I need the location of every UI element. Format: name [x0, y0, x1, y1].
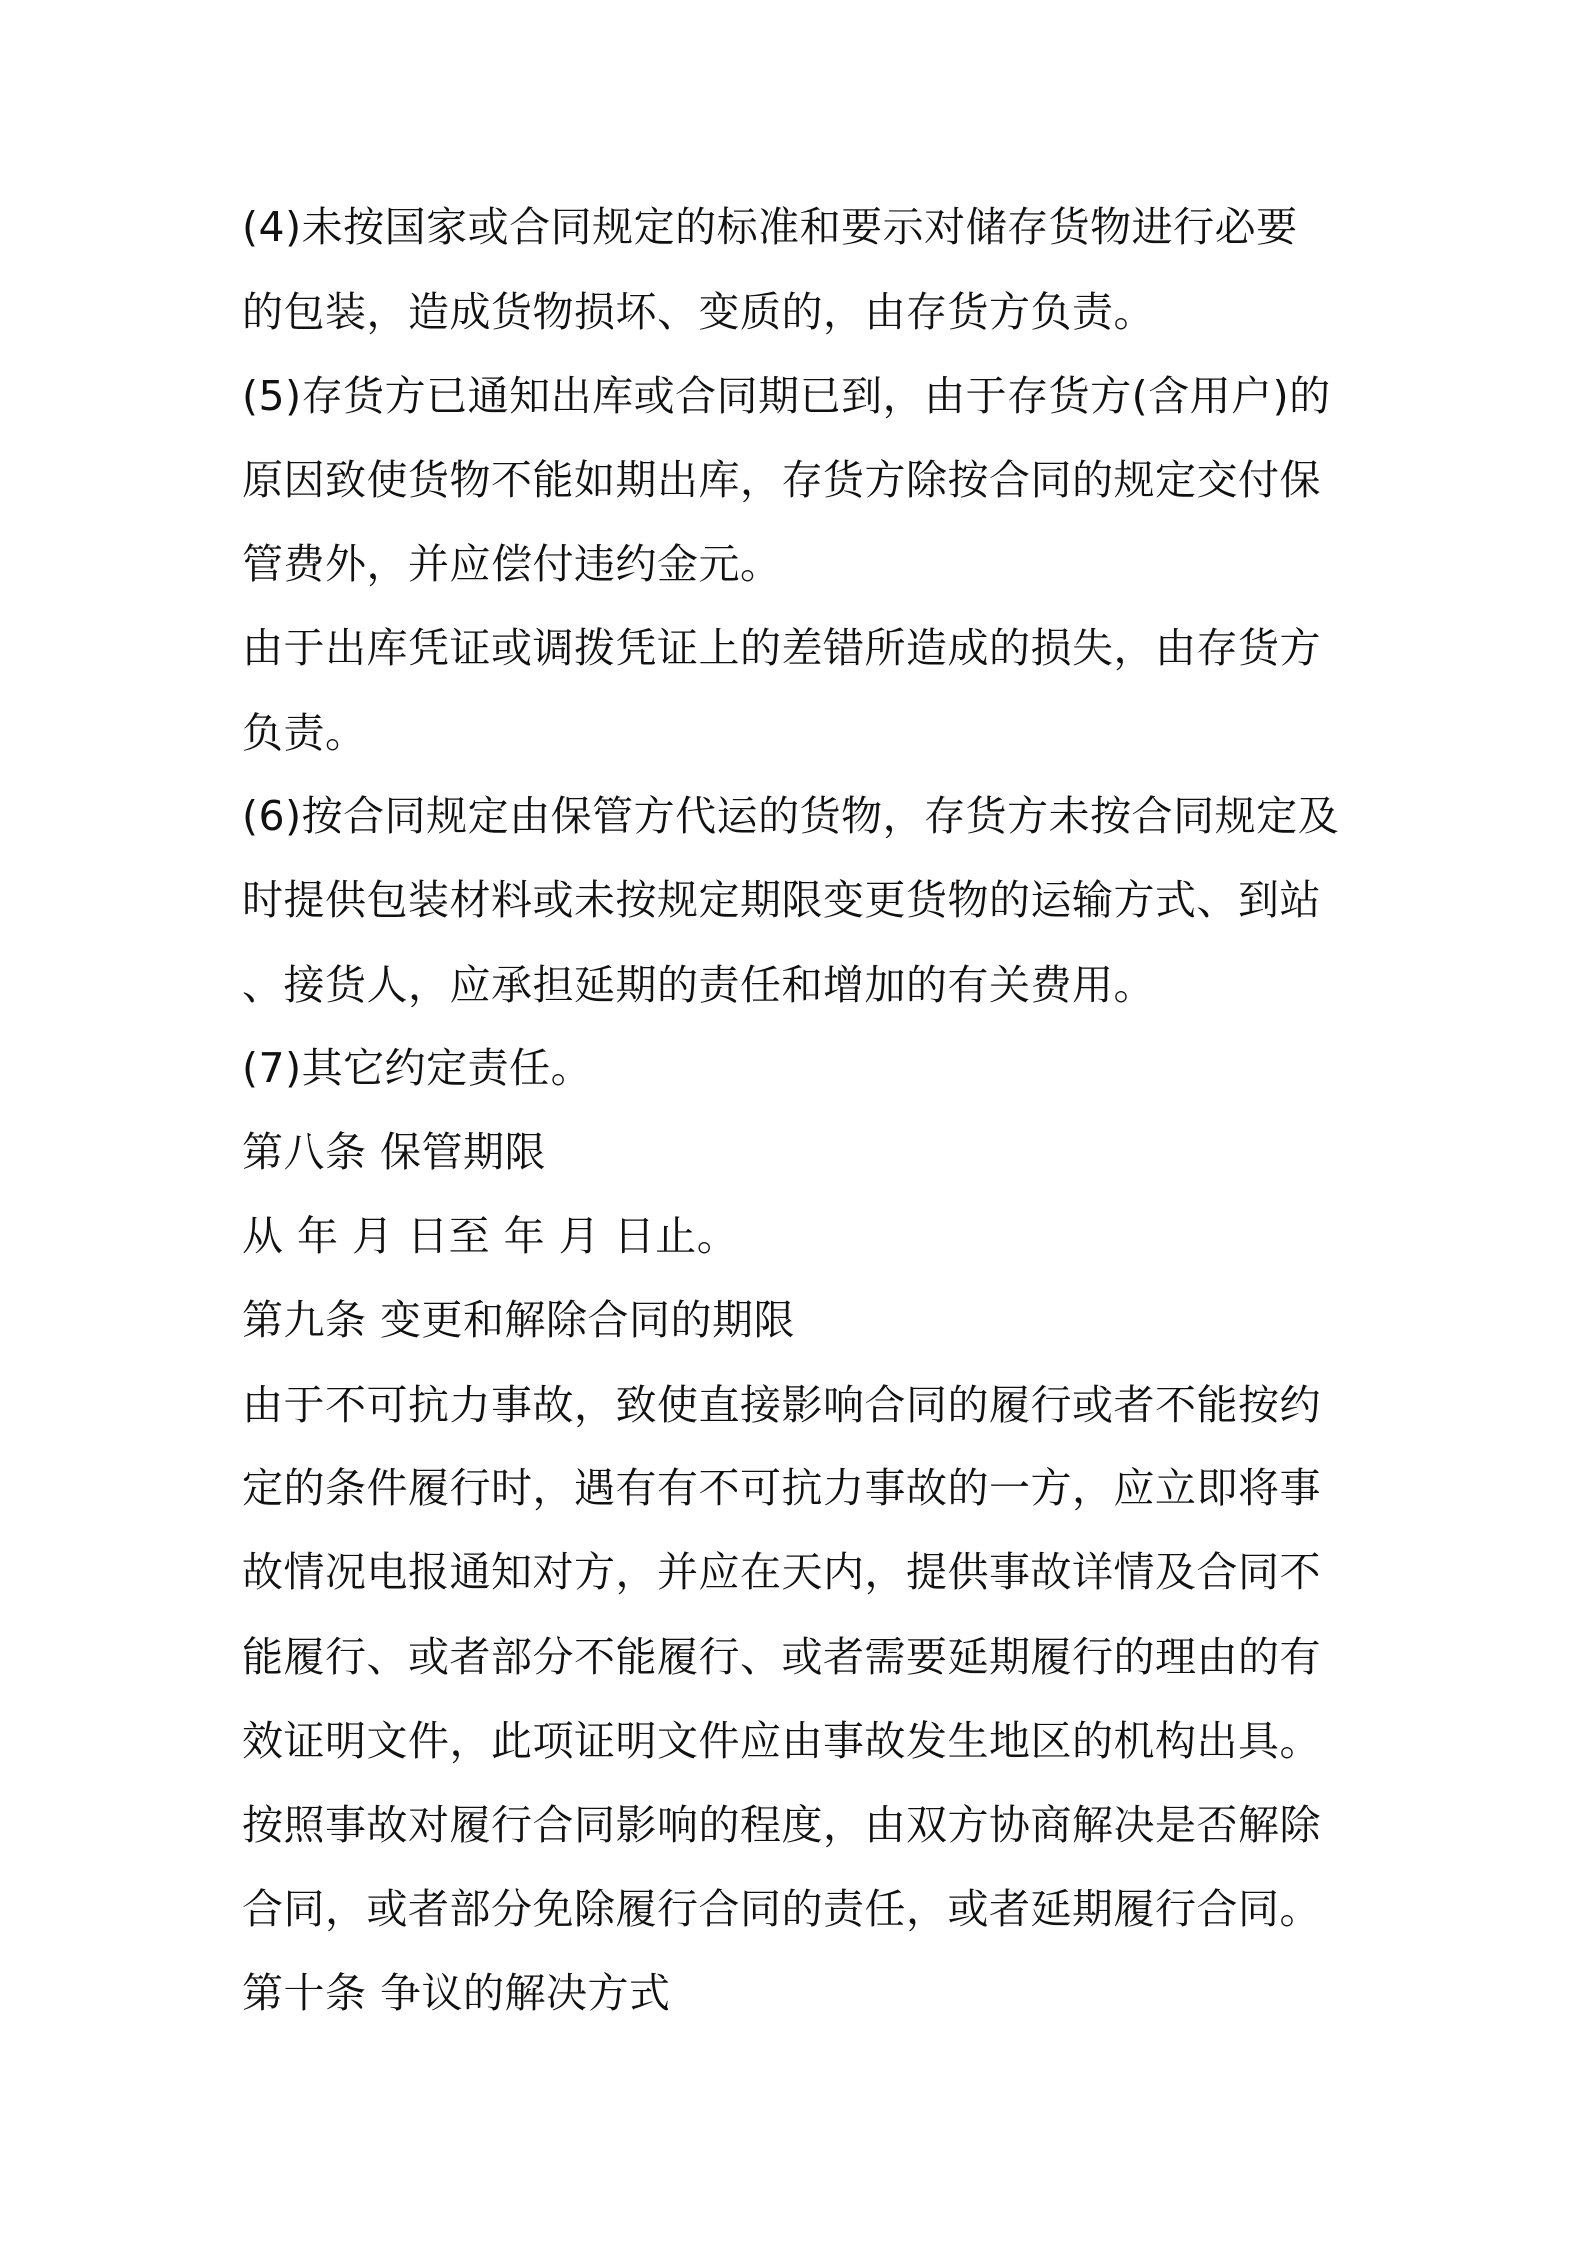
text-line: 管费外，并应偿付违约金元。: [242, 540, 782, 588]
text-line: 原因致使货物不能如期出库，存货方除按合同的规定交付保: [242, 456, 1321, 504]
text-line: (6)按合同规定由保管方代运的货物，存货方未按合同规定及: [242, 792, 1340, 840]
section-heading: 第十条 争议的解决方式: [242, 1969, 671, 2017]
text-line: 负责。: [242, 709, 367, 757]
text-line: 能履行、或者部分不能履行、或者需要延期履行的理由的有: [242, 1633, 1321, 1681]
section-heading: 第八条 保管期限: [242, 1128, 547, 1176]
text-line: 按照事故对履行合同影响的程度，由双方协商解决是否解除: [242, 1801, 1321, 1849]
text-line: 的包装，造成货物损坏、变质的，由存货方负责。: [242, 288, 1155, 336]
text-line: (4)未按国家或合同规定的标准和要示对储存货物进行必要: [242, 203, 1298, 251]
text-line: 从 年 月 日至 年 月 日止。: [242, 1212, 739, 1260]
text-line: 时提供包装材料或未按规定期限变更货物的运输方式、到站: [242, 876, 1321, 924]
text-line: (7)其它约定责任。: [242, 1044, 593, 1092]
text-line: 、接货人，应承担延期的责任和增加的有关费用。: [242, 961, 1155, 1009]
text-line: 合同，或者部分免除履行合同的责任，或者延期履行合同。: [242, 1885, 1321, 1933]
text-line: 定的条件履行时，遇有有不可抗力事故的一方，应立即将事: [242, 1464, 1321, 1512]
text-line: (5)存货方已通知出库或合同期已到，由于存货方(含用户)的: [242, 372, 1331, 420]
section-heading: 第九条 变更和解除合同的期限: [242, 1296, 796, 1344]
text-line: 由于不可抗力事故，致使直接影响合同的履行或者不能按约: [242, 1381, 1321, 1429]
text-line: 效证明文件，此项证明文件应由事故发生地区的机构出具。: [242, 1717, 1321, 1765]
text-line: 由于出库凭证或调拨凭证上的差错所造成的损失，由存货方: [242, 624, 1321, 672]
text-line: 故情况电报通知对方，并应在天内，提供事故详情及合同不: [242, 1548, 1321, 1596]
